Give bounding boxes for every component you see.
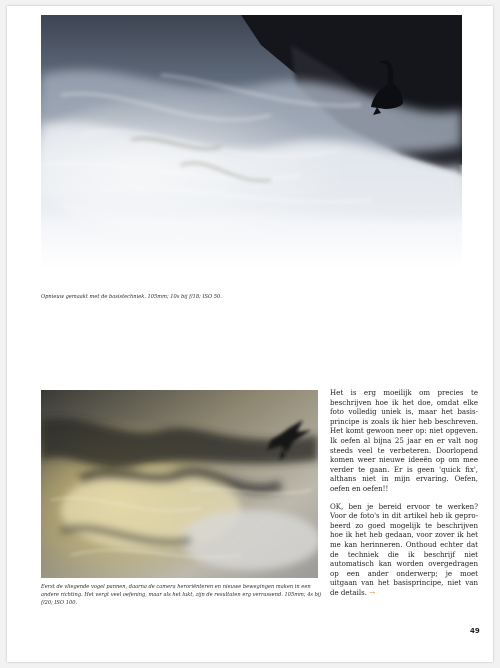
end-of-article-arrow-icon: → bbox=[369, 588, 376, 597]
article-paragraph-text: OK, ben je bereid ervoor te werken? Voor de foto's in dit artikel heb ik geprobeerd zo goed mogelijk te beschrijven hoe ik het heb gedaan, voor zover ik het me kan herinneren. Onthoud echter dat de techniek die ik beschrijf niet automatisch kan worden overgedragen op een ander onderwerp; je moet uitgaan van het basisprincipe, niet van de details. bbox=[330, 501, 478, 597]
flying-bird-pan-photo bbox=[41, 390, 318, 578]
article-text bbox=[330, 388, 478, 606]
article-paragraph bbox=[330, 502, 478, 599]
cormorant-waterfall-photo bbox=[41, 15, 462, 269]
top-photo-caption: Opnieuw gemaakt met de basistechniek. 105mm; 10s bij f/18; ISO 50. bbox=[41, 294, 222, 300]
page-number: 49 bbox=[470, 627, 480, 635]
bottom-photo-caption: Eerst de vliegende vogel pannen, daarna de camera heroriënteren en nieuwe bewegingen maken in een andere richting. Het vergt veel oefening, maar als het lukt, zijn de resultaten erg verrassend. 105mm; 4s bij f/20; ISO 100. bbox=[41, 584, 322, 606]
magazine-page bbox=[7, 6, 493, 662]
article-paragraph: Het is erg moeilijk om precies te beschrijven hoe ik het doe, omdat elke foto volledig uniek is, maar het basisprincipe is zoals ik hier heb beschreven. Het komt gewoon neer op: niet opgeven. Ik oefen al bijna 25 jaar en er valt nog steeds veel te verbeteren. Doorlopend komen weer nieuwe ideeën op om mee verder te gaan. Er is geen 'quick fix', althans niet in mijn ervaring. Oefen, oefen en oefen!! bbox=[330, 388, 478, 493]
